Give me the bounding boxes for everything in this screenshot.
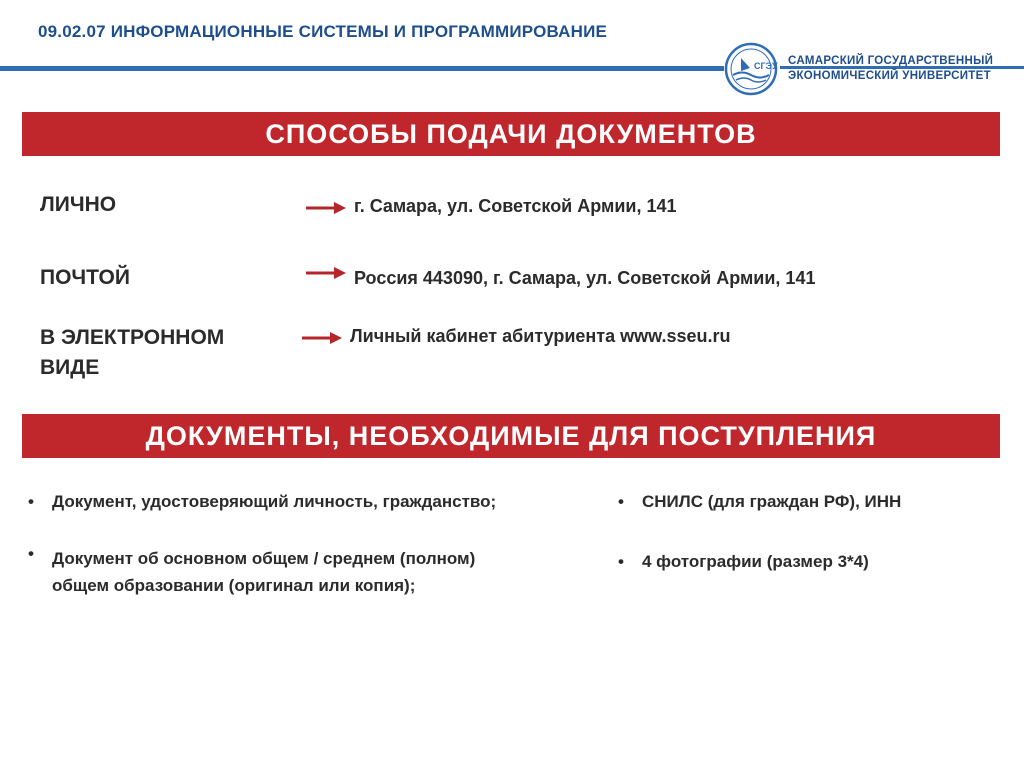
bullet-icon: • [618, 552, 624, 571]
university-name [788, 54, 1018, 84]
logo-text: СГЭУ [754, 61, 778, 71]
list-item [612, 552, 1012, 572]
bullet-icon: • [28, 544, 34, 563]
method-value-electronic: Личный кабинет абитуриента www.sseu.ru [350, 326, 731, 346]
header-divider [0, 66, 724, 71]
arrow-right-icon [302, 331, 342, 345]
method-label-electronic-line1: В ЭЛЕКТРОННОМ [40, 326, 225, 349]
section-banner-submission-methods: СПОСОБЫ ПОДАЧИ ДОКУМЕНТОВ [22, 112, 1000, 156]
section-banner-required-documents: ДОКУМЕНТЫ, НЕОБХОДИМЫЕ ДЛЯ ПОСТУПЛЕНИЯ [22, 414, 1000, 458]
university-name-line2: ЭКОНОМИЧЕСКИЙ УНИВЕРСИТЕТ [788, 70, 991, 82]
bullet-icon: • [28, 492, 34, 511]
list-item-text: 4 фотографии (размер 3*4) [642, 552, 869, 571]
university-logo-icon [724, 42, 778, 96]
method-label-electronic-line2: ВИДЕ [40, 356, 100, 379]
method-label-electronic [40, 323, 224, 383]
method-label-post: ПОЧТОЙ [40, 266, 130, 289]
list-item [22, 544, 602, 598]
method-value-post: Россия 443090, г. Самара, ул. Советской Армии, 141 [354, 268, 816, 288]
method-label-in-person: ЛИЧНО [40, 193, 117, 216]
list-item-text: Документ, удостоверяющий личность, гражданство; [52, 492, 497, 511]
arrow-right-icon [306, 201, 346, 215]
list-item [612, 492, 1012, 512]
list-item-text: Документ об основном общем / среднем (полном) [52, 549, 476, 568]
required-documents-list-right [612, 492, 1012, 572]
bullet-icon: • [618, 492, 624, 511]
method-value-in-person: г. Самара, ул. Советской Армии, 141 [354, 196, 677, 216]
arrow-right-icon [306, 266, 346, 280]
header-title: 09.02.07 ИНФОРМАЦИОННЫЕ СИСТЕМЫ И ПРОГРАММИРОВАНИЕ [38, 22, 608, 41]
list-item-text: СНИЛС (для граждан РФ), ИНН [642, 492, 902, 511]
list-item [22, 492, 602, 512]
university-name-line1: САМАРСКИЙ ГОСУДАРСТВЕННЫЙ [788, 55, 994, 67]
required-documents-list-left [22, 492, 602, 598]
list-item-text-line2: общем образовании (оригинал или копия); [52, 576, 416, 595]
